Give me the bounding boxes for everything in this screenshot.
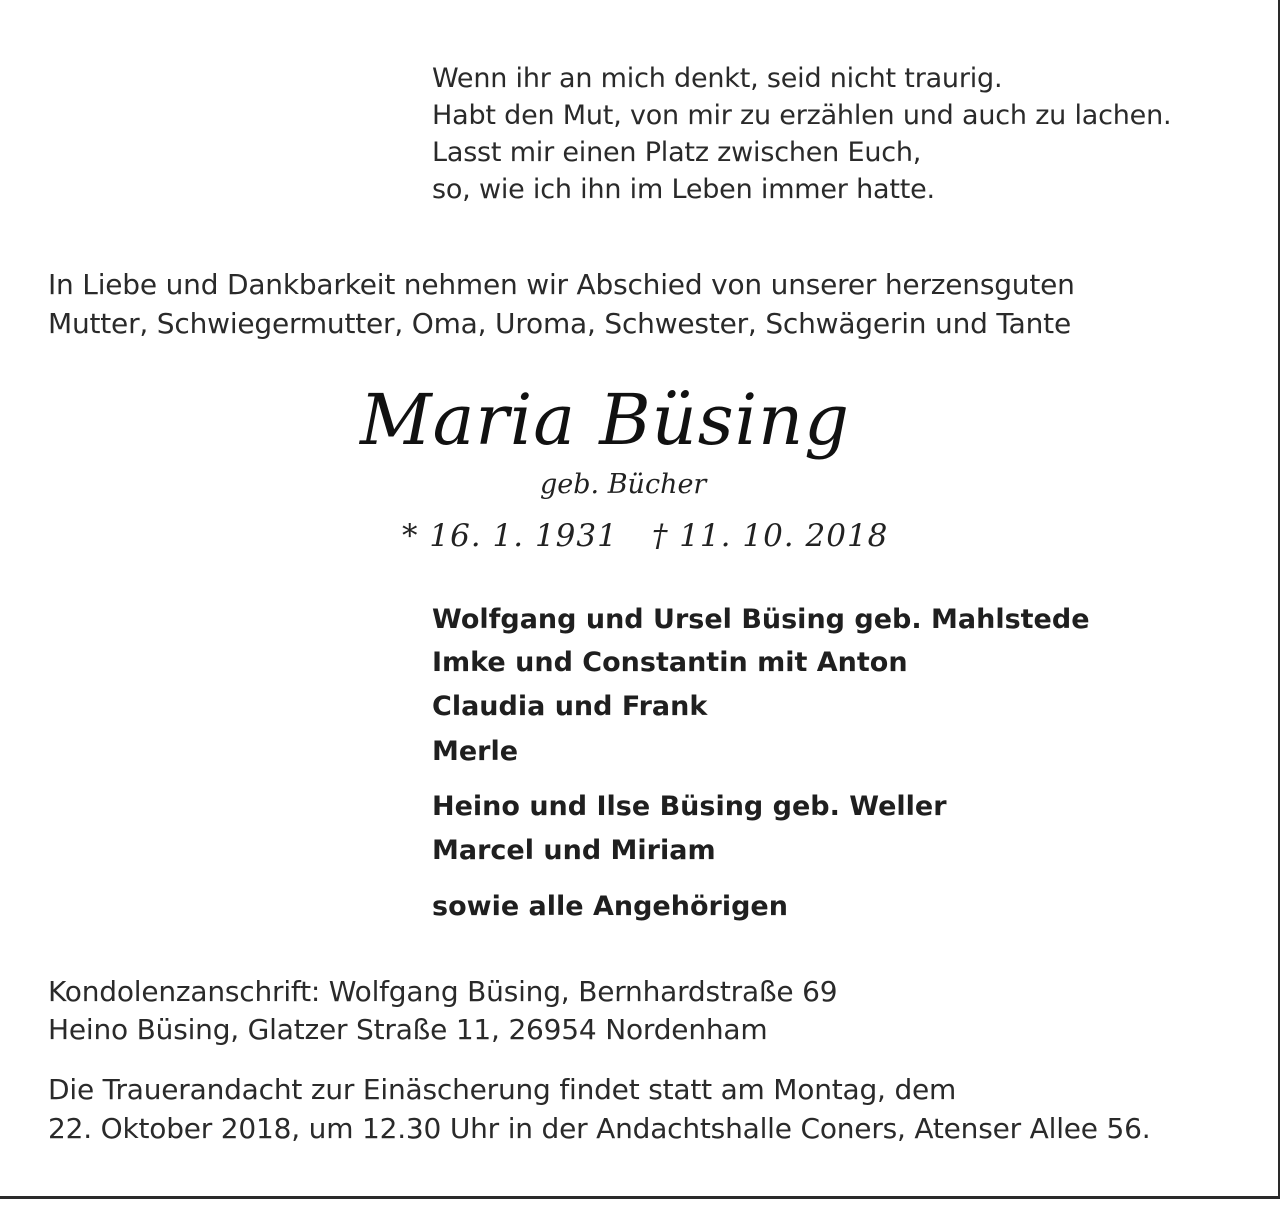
poem-line: so, wie ich ihn im Leben immer hatte. bbox=[432, 174, 935, 205]
intro-line: Mutter, Schwiegermutter, Oma, Uroma, Schwester, Schwägerin und Tante bbox=[48, 307, 1071, 340]
poem-line: Wenn ihr an mich denkt, seid nicht traurig. bbox=[432, 63, 1003, 94]
mourner-line: Heino und Ilse Büsing geb. Weller bbox=[432, 791, 947, 822]
poem bbox=[432, 60, 1171, 208]
life-dates bbox=[402, 516, 888, 556]
maiden-name: geb. Bücher bbox=[540, 469, 707, 500]
birth-date: * 16. 1. 1931 bbox=[402, 518, 618, 554]
mourner-line: Marcel und Miriam bbox=[432, 835, 716, 866]
death-date: † 11. 10. 2018 bbox=[651, 518, 889, 554]
service-line: Die Trauerandacht zur Einäscherung findet statt am Montag, dem bbox=[48, 1073, 957, 1106]
intro-line: In Liebe und Dankbarkeit nehmen wir Abschied von unserer herzensguten bbox=[48, 268, 1075, 301]
mourner-line: Imke und Constantin mit Anton bbox=[432, 647, 908, 678]
mourner-line: sowie alle Angehörigen bbox=[432, 891, 788, 922]
address-line: Kondolenzanschrift: Wolfgang Büsing, Bernhardstraße 69 bbox=[48, 975, 838, 1008]
poem-line: Habt den Mut, von mir zu erzählen und auch zu lachen. bbox=[432, 100, 1172, 131]
mourner-line: Merle bbox=[432, 736, 519, 767]
condolence-address bbox=[48, 973, 837, 1049]
intro-text bbox=[48, 265, 1075, 343]
mourner-line: Wolfgang und Ursel Büsing geb. Mahlstede bbox=[432, 604, 1090, 635]
mourner-line: Claudia und Frank bbox=[432, 691, 708, 722]
address-line: Heino Büsing, Glatzer Straße 11, 26954 Nordenham bbox=[48, 1013, 768, 1046]
service-info bbox=[48, 1070, 1150, 1148]
poem-line: Lasst mir einen Platz zwischen Euch, bbox=[432, 137, 922, 168]
service-line: 22. Oktober 2018, um 12.30 Uhr in der Andachtshalle Coners, Atenser Allee 56. bbox=[48, 1112, 1151, 1145]
deceased-name: Maria Büsing bbox=[360, 379, 850, 461]
